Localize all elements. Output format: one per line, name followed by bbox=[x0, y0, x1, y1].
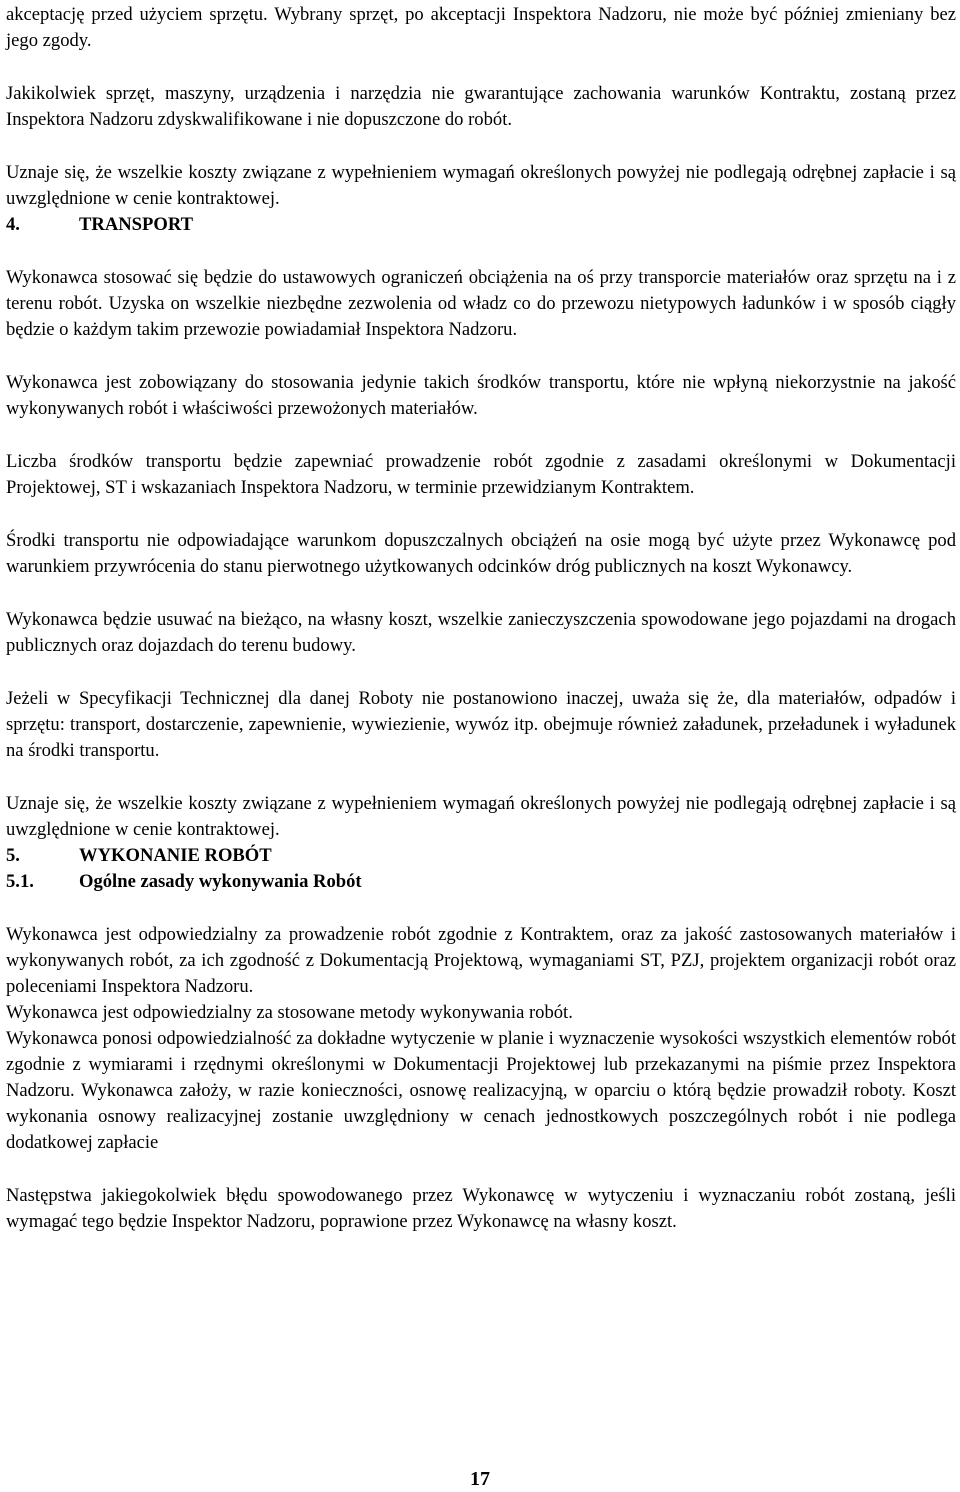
section-title: WYKONANIE ROBÓT bbox=[79, 845, 272, 866]
section-heading-wykonanie-robot bbox=[6, 843, 956, 869]
paragraph: Wykonawca ponosi odpowiedzialność za dokładne wytyczenie w planie i wyznaczenie wysokości wszystkich elementów robót zgodnie z wymiarami i rzędnymi określonymi w Dokumentacji Projektowej lub przekazanymi na piśmie przez Inspektora Nadzoru. Wykonawca założy, w razie konieczności, osnowę realizacyjną, w oparciu o którą będzie prowadził roboty. Koszt wykonania osnowy realizacyjnej zostanie uwzględniony w cenach jednostkowych poszczególnych robót i nie podlega dodatkowej zapłacie bbox=[6, 1028, 956, 1153]
paragraph: Jeżeli w Specyfikacji Technicznej dla danej Roboty nie postanowiono inaczej, uważa się że, dla materiałów, odpadów i sprzętu: transport, dostarczenie, zapewnienie, wywiezienie, wywóz itp. obejmuje również załadunek, przeładunek i wyładunek na środki transportu. bbox=[6, 688, 956, 761]
paragraph: Uznaje się, że wszelkie koszty związane z wypełnieniem wymagań określonych powyżej nie podlegają odrębnej zapłacie i są uwzględnione w cenie kontraktowej. bbox=[6, 162, 956, 209]
subsection-title: Ogólne zasady wykonywania Robót bbox=[79, 871, 362, 892]
page-number: 17 bbox=[470, 1468, 490, 1490]
paragraph: Następstwa jakiegokolwiek błędu spowodowanego przez Wykonawcę w wytyczeniu i wyznaczaniu robót zostaną, jeśli wymagać tego będzie Inspektor Nadzoru, poprawione przez Wykonawcę na własny koszt. bbox=[6, 1185, 956, 1232]
section-number: 4. bbox=[6, 214, 20, 235]
paragraph: Jakikolwiek sprzęt, maszyny, urządzenia i narzędzia nie gwarantujące zachowania warunków Kontraktu, zostaną przez Inspektora Nadzoru zdyskwalifikowane i nie dopuszczone do robót. bbox=[6, 83, 956, 130]
paragraph: Wykonawca jest zobowiązany do stosowania jedynie takich środków transportu, które nie wpłyną niekorzystnie na jakość wykonywanych robót i właściwości przewożonych materiałów. bbox=[6, 372, 956, 419]
paragraph: Środki transportu nie odpowiadające warunkom dopuszczalnych obciążeń na osie mogą być użyte przez Wykonawcę pod warunkiem przywrócenia do stanu pierwotnego użytkowanych odcinków dróg publicznych na koszt Wykonawcy. bbox=[6, 530, 956, 577]
paragraph: Uznaje się, że wszelkie koszty związane z wypełnieniem wymagań określonych powyżej nie podlegają odrębnej zapłacie i są uwzględnione w cenie kontraktowej. bbox=[6, 793, 956, 840]
document-page bbox=[6, 2, 956, 1235]
paragraph: Wykonawca stosować się będzie do ustawowych ograniczeń obciążenia na oś przy transporcie materiałów oraz sprzętu na i z terenu robót. Uzyska on wszelkie niezbędne zezwolenia od władz co do przewozu nietypowych ładunków i w sposób ciągły będzie o każdym takim przewozie powiadamiał Inspektora Nadzoru. bbox=[6, 267, 956, 340]
paragraph: Liczba środków transportu będzie zapewniać prowadzenie robót zgodnie z zasadami określonymi w Dokumentacji Projektowej, ST i wskazaniach Inspektora Nadzoru, w terminie przewidzianym Kontraktem. bbox=[6, 451, 956, 498]
section-number: 5. bbox=[6, 845, 20, 866]
subsection-heading-ogolne-zasady bbox=[6, 869, 956, 895]
section-title: TRANSPORT bbox=[79, 214, 194, 235]
paragraph: Wykonawca jest odpowiedzialny za prowadzenie robót zgodnie z Kontraktem, oraz za jakość zastosowanych materiałów i wykonywanych robót, za ich zgodność z Dokumentacją Projektową, wymaganiami ST, PZJ, projektem organizacji robót oraz poleceniami Inspektora Nadzoru. bbox=[6, 924, 956, 997]
paragraph: Wykonawca jest odpowiedzialny za stosowane metody wykonywania robót. bbox=[6, 1002, 573, 1023]
subsection-number: 5.1. bbox=[6, 871, 34, 892]
paragraph: akceptację przed użyciem sprzętu. Wybrany sprzęt, po akceptacji Inspektora Nadzoru, nie może być później zmieniany bez jego zgody. bbox=[6, 4, 956, 51]
paragraph: Wykonawca będzie usuwać na bieżąco, na własny koszt, wszelkie zanieczyszczenia spowodowane jego pojazdami na drogach publicznych oraz dojazdach do terenu budowy. bbox=[6, 609, 956, 656]
section-heading-transport bbox=[6, 212, 956, 238]
